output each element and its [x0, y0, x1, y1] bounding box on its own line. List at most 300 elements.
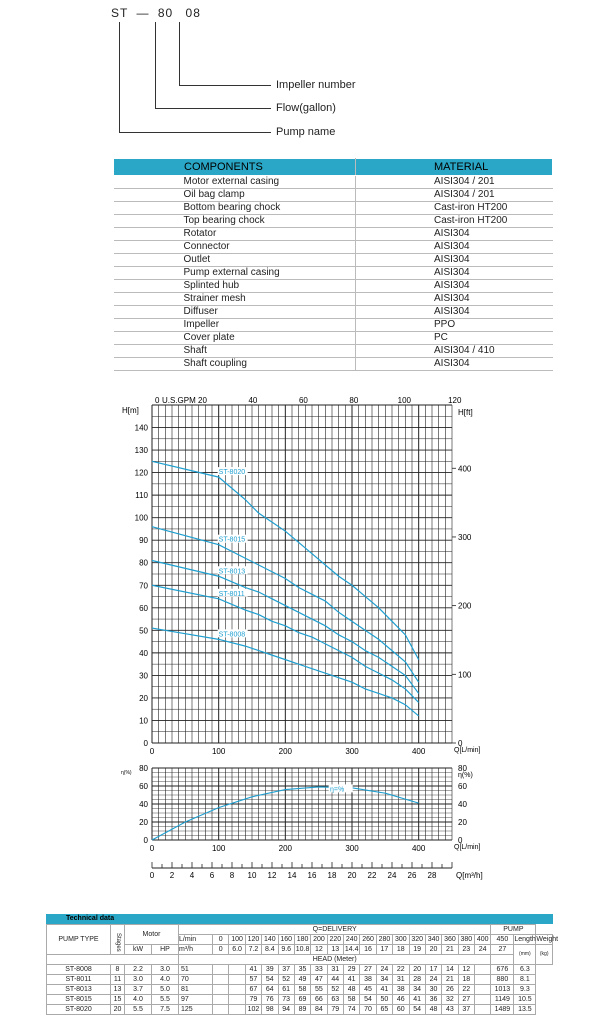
- tech-head-value: 35: [294, 965, 310, 975]
- tech-kw: 3.7: [125, 985, 152, 995]
- tech-head-value: 12: [458, 965, 474, 975]
- tech-m3h-value: 6.0: [229, 945, 245, 955]
- m3h-tick-label: 26: [407, 871, 417, 880]
- tech-head-value: [229, 995, 245, 1005]
- y-tick-label: 90: [139, 536, 148, 546]
- tech-stages: 15: [111, 995, 125, 1005]
- y-tick-label: 50: [139, 626, 148, 636]
- component-row: [114, 228, 553, 241]
- tech-head-value: 33: [311, 965, 327, 975]
- tech-header-pump: PUMP: [491, 925, 536, 935]
- tech-head-value: 22: [393, 965, 409, 975]
- tech-head-value: 37: [278, 965, 294, 975]
- tech-m3h-value: 20: [425, 945, 441, 955]
- header-components: COMPONENTS: [114, 159, 356, 176]
- series-label: ST-8015: [218, 536, 246, 544]
- component-name: Rotator: [114, 228, 356, 241]
- tech-length: 676: [491, 965, 514, 975]
- tech-stages: 8: [111, 965, 125, 975]
- tech-head-value: 32: [442, 995, 458, 1005]
- component-name: Connector: [114, 241, 356, 254]
- tech-head-value: 31: [327, 965, 343, 975]
- head-flow-chart: [120, 395, 480, 755]
- main-grid: [152, 405, 452, 743]
- tech-head-value: 69: [294, 995, 310, 1005]
- component-name: Cover plate: [114, 332, 356, 345]
- technical-data-table: [46, 924, 559, 1015]
- component-material: AISI304: [356, 228, 553, 241]
- tech-m3h-value: 23: [458, 945, 474, 955]
- component-name: Top bearing chock: [114, 215, 356, 228]
- tech-header-motor: Motor: [125, 925, 179, 945]
- tech-head-value: 97: [179, 995, 213, 1005]
- component-row: [114, 306, 553, 319]
- tech-m3h-value: 21: [442, 945, 458, 955]
- top-tick-label: 80: [349, 396, 359, 405]
- component-name: Outlet: [114, 254, 356, 267]
- y-tick-label: 20: [139, 693, 148, 703]
- tech-lmin-value: 320: [409, 935, 425, 945]
- tech-lmin-value: 400: [475, 935, 491, 945]
- y-tick-label: 0: [143, 739, 148, 748]
- model-code: [111, 6, 201, 20]
- tech-kw: 2.2: [125, 965, 152, 975]
- y-tick-label: 70: [139, 581, 148, 591]
- x-tick-label: 100: [211, 747, 226, 756]
- tech-length: 1013: [491, 985, 514, 995]
- m3h-tick-label: 16: [307, 871, 317, 880]
- tech-head-value: 98: [262, 1005, 278, 1015]
- tech-head-value: 47: [311, 975, 327, 985]
- tech-length: 880: [491, 975, 514, 985]
- m3h-axis-label: Q[m³/h]: [456, 871, 483, 880]
- tech-head-value: 67: [245, 985, 261, 995]
- tech-data-row: [47, 1005, 553, 1015]
- tech-lmin-value: 300: [393, 935, 409, 945]
- component-row: [114, 280, 553, 293]
- tech-head-value: 54: [409, 1005, 425, 1015]
- right-tick-label: 0: [458, 836, 463, 845]
- component-row: [114, 202, 553, 215]
- tech-head-value: 57: [245, 975, 261, 985]
- components-body: [114, 176, 553, 371]
- tech-kw: 3.0: [125, 975, 152, 985]
- tech-head-value: 36: [425, 995, 441, 1005]
- tech-header-pump-type: PUMP TYPE: [47, 925, 111, 955]
- tech-stages: 11: [111, 975, 125, 985]
- y-tick-label: 60: [139, 603, 148, 613]
- tech-head-value: 65: [376, 1005, 392, 1015]
- tech-stages: 20: [111, 1005, 125, 1015]
- tech-head-value: 41: [344, 975, 360, 985]
- tech-head-value: 81: [179, 985, 213, 995]
- tech-head-value: 55: [311, 985, 327, 995]
- tech-lmin-value: 280: [376, 935, 392, 945]
- tech-head-value: [213, 975, 229, 985]
- tech-head-value: 79: [245, 995, 261, 1005]
- tech-head-value: 58: [344, 995, 360, 1005]
- y-tick-label: 10: [139, 716, 148, 726]
- x-tick-label: 300: [345, 747, 359, 756]
- tech-m3h-value: 18: [393, 945, 409, 955]
- tech-head-value: 61: [278, 985, 294, 995]
- tech-head-value: 89: [294, 1005, 310, 1015]
- tech-weight: 9.3: [514, 985, 536, 995]
- tech-data-row: [47, 985, 553, 995]
- tech-header-lmin: L/min: [179, 935, 213, 945]
- tech-head-value: [475, 975, 491, 985]
- tech-header-head-row: [47, 955, 553, 965]
- tech-m3h-value: 13: [327, 945, 343, 955]
- component-row: [114, 358, 553, 371]
- tech-length: 1149: [491, 995, 514, 1005]
- y-axis-label: H[m]: [122, 406, 139, 415]
- tech-head-value: 48: [425, 1005, 441, 1015]
- tech-pump-type: ST-8020: [47, 1005, 111, 1015]
- tech-head-value: 30: [425, 985, 441, 995]
- x-axis-label: Q[L/min]: [454, 747, 481, 754]
- component-name: Oil bag clamp: [114, 189, 356, 202]
- tech-head-value: 18: [458, 975, 474, 985]
- component-row: [114, 319, 553, 332]
- tech-kw: 5.5: [125, 1005, 152, 1015]
- m3h-tick-label: 18: [327, 871, 337, 880]
- component-row: [114, 215, 553, 228]
- y-tick-label: 30: [139, 671, 148, 681]
- series-label: ST-8011: [218, 590, 245, 598]
- tech-m3h-value: 14.4: [344, 946, 359, 953]
- x-axis-label: Q[L/min]: [454, 844, 481, 851]
- top-tick-label: 120: [448, 396, 462, 405]
- label-flow: Flow(gallon): [276, 102, 336, 114]
- tech-m3h-value: 7.2: [245, 945, 261, 955]
- y-tick-label: 0: [143, 836, 148, 845]
- tech-head-value: 17: [425, 965, 441, 975]
- tech-head-value: 50: [376, 995, 392, 1005]
- component-material: AISI304: [356, 280, 553, 293]
- tech-header-weight: Weight: [536, 936, 559, 943]
- m3h-tick-label: 6: [209, 871, 215, 880]
- tech-weight: 6.3: [514, 965, 536, 975]
- tech-head-value: [229, 1005, 245, 1015]
- tech-head-value: 54: [360, 995, 376, 1005]
- component-material: AISI304: [356, 358, 553, 371]
- component-row: [114, 176, 553, 189]
- tech-head-value: 24: [425, 975, 441, 985]
- tech-head-value: 54: [262, 975, 278, 985]
- component-name: Shaft: [114, 345, 356, 358]
- top-axis-label: U.S.GPM: [162, 396, 196, 405]
- tech-head-value: 79: [327, 1005, 343, 1015]
- component-material: AISI304 / 410: [356, 345, 553, 358]
- tech-lmin-value: 0: [213, 935, 229, 945]
- tech-head-value: 73: [278, 995, 294, 1005]
- leader-line-flow-v: [155, 22, 156, 108]
- tech-hp: 7.5: [152, 1005, 179, 1015]
- y-tick-label: 60: [139, 782, 148, 791]
- tech-head-value: 58: [294, 985, 310, 995]
- component-material: Cast-iron HT200: [356, 215, 553, 228]
- top-tick-label: 60: [298, 396, 308, 405]
- component-row: [114, 254, 553, 267]
- right-tick-label: 100: [458, 670, 472, 680]
- x-tick-label: 300: [345, 844, 359, 853]
- component-material: AISI304 / 201: [356, 189, 553, 202]
- component-material: PC: [356, 332, 553, 345]
- tech-head-value: 26: [442, 985, 458, 995]
- eff-grid: [152, 768, 452, 840]
- tech-m3h-value: 12: [311, 945, 327, 955]
- code-flow: 80: [157, 6, 174, 20]
- tech-head-value: 46: [393, 995, 409, 1005]
- m3h-tick-label: 8: [229, 871, 235, 880]
- tech-hp: 3.0: [152, 965, 179, 975]
- m3h-tick-label: 28: [427, 871, 437, 880]
- tech-lmin-value: 260: [360, 935, 376, 945]
- tech-header-mm: (mm): [514, 945, 536, 965]
- tech-m3h-value: 8.4: [262, 945, 278, 955]
- y-axis-right-label: H[ft]: [458, 408, 473, 417]
- component-material: Cast-iron HT200: [356, 202, 553, 215]
- tech-weight: 13.5: [514, 1005, 536, 1015]
- tech-hp: 4.0: [152, 975, 179, 985]
- tech-head-value: 41: [409, 995, 425, 1005]
- tech-head-value: [229, 965, 245, 975]
- series-label: ST-8013: [218, 568, 246, 576]
- tech-lmin-value: 340: [425, 935, 441, 945]
- m3h-tick-label: 14: [287, 871, 297, 880]
- tech-head-value: [213, 995, 229, 1005]
- tech-head-value: 63: [327, 995, 343, 1005]
- component-name: Diffuser: [114, 306, 356, 319]
- code-dash: —: [136, 6, 150, 20]
- tech-head-value: 24: [376, 965, 392, 975]
- components-header-row: [114, 159, 553, 176]
- right-tick-label: 200: [458, 601, 472, 611]
- tech-head-value: 14: [442, 965, 458, 975]
- tech-lmin-value: 220: [327, 935, 343, 945]
- component-row: [114, 332, 553, 345]
- top-tick-label: 0: [155, 396, 160, 405]
- x-tick-label: 0: [149, 747, 155, 756]
- tech-lmin-value: 100: [229, 935, 245, 945]
- right-tick-label: 300: [458, 532, 472, 542]
- tech-head-value: 31: [393, 975, 409, 985]
- tech-m3h-value: 27: [491, 945, 514, 955]
- component-material: AISI304 / 201: [356, 176, 553, 189]
- top-tick-label: 100: [397, 396, 412, 405]
- tech-length: 1489: [491, 1005, 514, 1015]
- tech-head-value: [213, 1005, 229, 1015]
- tech-hp: 5.5: [152, 995, 179, 1005]
- series-label: ST-8008: [218, 631, 246, 639]
- y-tick-label: 40: [139, 800, 148, 809]
- tech-m3h-value: 0: [213, 945, 229, 955]
- tech-pump-type: ST-8008: [47, 965, 111, 975]
- tech-header-kw: kW: [125, 945, 152, 955]
- y-tick-label: 80: [139, 558, 148, 568]
- y-tick-label: 140: [134, 423, 148, 433]
- tech-head-value: 52: [278, 975, 294, 985]
- y-tick-label: 130: [134, 446, 148, 456]
- tech-head-value: 22: [458, 985, 474, 995]
- leader-line-pump-v: [119, 22, 120, 132]
- tech-m3h-value: 9.6: [278, 945, 294, 955]
- tech-data-row: [47, 965, 553, 975]
- efficiency-chart: [120, 760, 481, 853]
- tech-weight: 8.1: [514, 975, 536, 985]
- y-axis-right-label: η(%): [458, 772, 473, 779]
- tech-head-value: [475, 1005, 491, 1015]
- components-table: [113, 158, 553, 371]
- m3h-tick-label: 24: [387, 871, 397, 880]
- tech-m3h-value: 24: [475, 945, 491, 955]
- tech-header-stages-text: Stages: [115, 933, 121, 952]
- tech-header-kg: (kg): [536, 945, 553, 965]
- leader-line-impeller-h: [179, 85, 271, 86]
- component-row: [114, 189, 553, 202]
- tech-lmin-value: 200: [311, 935, 327, 945]
- tech-head-value: 27: [458, 995, 474, 1005]
- leader-line-impeller-v: [179, 22, 180, 85]
- tech-header-stages: [111, 925, 125, 955]
- tech-head-value: 29: [344, 965, 360, 975]
- tech-head-value: 44: [327, 975, 343, 985]
- tech-head-value: 21: [442, 975, 458, 985]
- tech-m3h-value: 16: [360, 945, 376, 955]
- component-material: AISI304: [356, 254, 553, 267]
- tech-head-value: 38: [393, 985, 409, 995]
- tech-hp: 5.0: [152, 985, 179, 995]
- component-material: AISI304: [356, 293, 553, 306]
- tech-head-value: 70: [360, 1005, 376, 1015]
- tech-head-value: 51: [179, 965, 213, 975]
- tech-pump-type: ST-8011: [47, 975, 111, 985]
- component-material: AISI304: [356, 267, 553, 280]
- tech-lmin-value: 140: [262, 935, 278, 945]
- component-name: Splinted hub: [114, 280, 356, 293]
- tech-head-value: 41: [376, 985, 392, 995]
- y-tick-label: 40: [139, 648, 148, 658]
- component-name: Shaft coupling: [114, 358, 356, 371]
- x-tick-label: 200: [278, 844, 293, 853]
- tech-head-value: [475, 995, 491, 1005]
- tech-lmin-value: 240: [344, 935, 360, 945]
- tech-head-value: 45: [360, 985, 376, 995]
- tech-pump-type: ST-8015: [47, 995, 111, 1005]
- tech-head-value: 125: [179, 1005, 213, 1015]
- m3h-tick-label: 0: [149, 871, 155, 880]
- right-tick-label: 40: [458, 800, 467, 809]
- m3h-tick-label: 10: [247, 871, 257, 880]
- tech-head-value: [475, 965, 491, 975]
- tech-head-value: 52: [327, 985, 343, 995]
- tech-stages: 13: [111, 985, 125, 995]
- component-name: Motor external casing: [114, 176, 356, 189]
- component-material: AISI304: [356, 306, 553, 319]
- m3h-tick-label: 20: [347, 871, 357, 880]
- tech-head-value: 43: [442, 1005, 458, 1015]
- tech-head-value: 102: [245, 1005, 261, 1015]
- label-impeller-number: Impeller number: [276, 79, 356, 91]
- tech-head-value: [475, 985, 491, 995]
- tech-head-value: 70: [179, 975, 213, 985]
- tech-head-value: 74: [344, 1005, 360, 1015]
- component-name: Impeller: [114, 319, 356, 332]
- tech-m3h-value: 17: [376, 945, 392, 955]
- tech-head-value: 60: [393, 1005, 409, 1015]
- tech-header-delivery: Q=DELIVERY: [179, 925, 491, 935]
- right-tick-label: 80: [458, 764, 467, 773]
- tech-head-value: [229, 985, 245, 995]
- series-label: ST-8020: [218, 469, 246, 477]
- y-tick-label: 80: [139, 764, 148, 773]
- component-row: [114, 267, 553, 280]
- right-tick-label: 0: [458, 739, 463, 748]
- tech-head-value: 64: [262, 985, 278, 995]
- tech-head-value: 34: [409, 985, 425, 995]
- component-name: Strainer mesh: [114, 293, 356, 306]
- tech-head-value: 28: [409, 975, 425, 985]
- tech-head-value: 66: [311, 995, 327, 1005]
- y-tick-label: 100: [134, 513, 148, 523]
- tech-head-value: 49: [294, 975, 310, 985]
- tech-head-value: 94: [278, 1005, 294, 1015]
- tech-lmin-value: 450: [491, 935, 514, 945]
- x-tick-label: 0: [149, 844, 155, 853]
- right-tick-label: 20: [458, 818, 467, 827]
- x-tick-label: 400: [411, 844, 426, 853]
- tech-head-value: 48: [344, 985, 360, 995]
- tech-head-value: [229, 975, 245, 985]
- m3h-tick-label: 2: [169, 871, 175, 880]
- code-impeller: 08: [185, 6, 201, 20]
- technical-data-title: Technical data: [46, 914, 553, 924]
- component-row: [114, 241, 553, 254]
- tech-head-value: 38: [360, 975, 376, 985]
- efficiency-label: η=%: [330, 786, 345, 794]
- tech-head-value: 34: [376, 975, 392, 985]
- tech-lmin-value: 160: [278, 935, 294, 945]
- tech-head-value: [213, 985, 229, 995]
- tech-pump-type: ST-8013: [47, 985, 111, 995]
- component-name: Bottom bearing chock: [114, 202, 356, 215]
- tech-head-value: 20: [409, 965, 425, 975]
- tech-head-value: 39: [262, 965, 278, 975]
- component-material: AISI304: [356, 241, 553, 254]
- component-row: [114, 345, 553, 358]
- m3h-tick-label: 22: [367, 871, 377, 880]
- leader-line-pump-h: [119, 132, 271, 133]
- y-tick-label: 120: [134, 468, 148, 478]
- y-tick-label: 20: [139, 818, 148, 827]
- m3h-tick-label: 4: [189, 871, 195, 880]
- tech-lmin-value: 360: [442, 935, 458, 945]
- tech-m3h-value: 10.8: [295, 946, 310, 953]
- tech-lmin-value: 180: [294, 935, 310, 945]
- right-tick-label: 400: [458, 464, 472, 474]
- right-tick-label: 60: [458, 782, 467, 791]
- x-tick-label: 400: [411, 747, 426, 756]
- tech-header-blank: [47, 955, 179, 965]
- tech-head-value: 41: [245, 965, 261, 975]
- tech-header-m3h: m³/h: [179, 945, 213, 955]
- tech-lmin-value: 120: [245, 935, 261, 945]
- component-material: PPO: [356, 319, 553, 332]
- component-name: Pump external casing: [114, 267, 356, 280]
- tech-m3h-value: 19: [409, 945, 425, 955]
- tech-head-value: 37: [458, 1005, 474, 1015]
